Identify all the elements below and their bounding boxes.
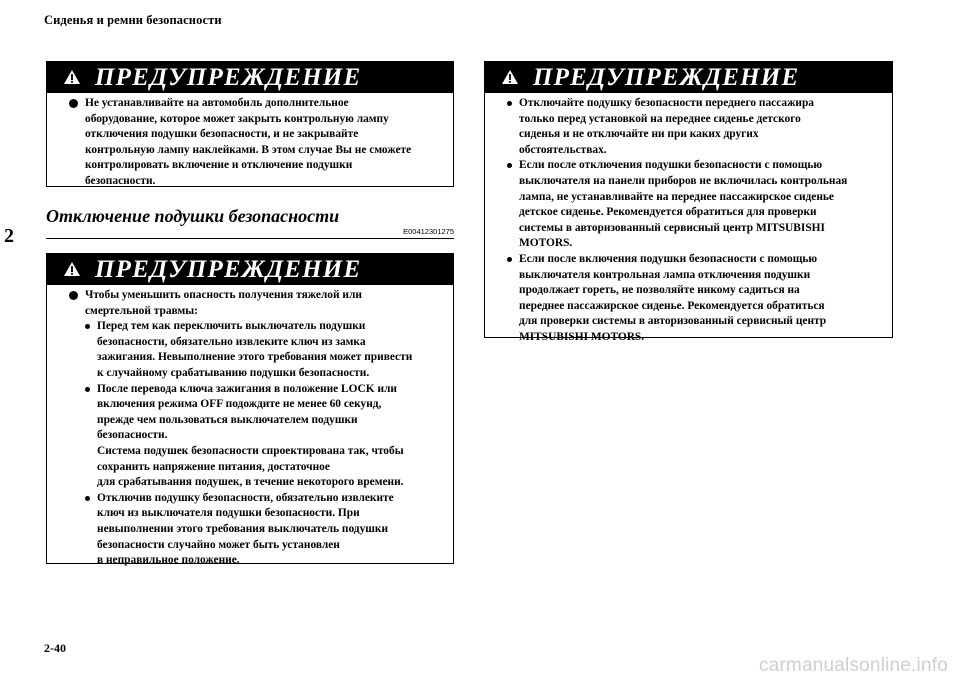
text-line: в неправильное положение. (97, 554, 240, 567)
text-line: лампа, не устанавливайте на переднее пассажирское сиденье (519, 190, 834, 203)
text-line: переднее пассажирское сиденье. Рекомендуется обратиться (519, 299, 825, 312)
text-line: Система подушек безопасности спроектирована так, чтобы (97, 444, 404, 457)
text-line: безопасности. (85, 174, 156, 187)
text-line: сиденья и не отключайте ни при каких других (519, 128, 759, 141)
warning-sub-item (85, 319, 441, 381)
text-line: продолжает гореть, не позволяйте никому садиться на (519, 284, 800, 297)
text-line: После перевода ключа зажигания в положение LOCK или (97, 382, 397, 395)
text-line: Если после отключения подушки безопасности с помощью (519, 159, 823, 172)
text-line: Отключив подушку безопасности, обязательно извлеките (97, 491, 394, 504)
page-header: Сиденья и ремни безопасности (44, 13, 222, 27)
warning-body (47, 285, 453, 575)
text-line: отключения подушки безопасности, и не закрывайте (85, 128, 359, 141)
watermark: carmanualsonline.info (758, 655, 948, 676)
warning-sub-item (507, 252, 880, 346)
warning-sub-item (85, 491, 441, 569)
text-line: к случайному срабатыванию подушки безопасности. (97, 366, 370, 379)
text-line: обстоятельствах. (519, 143, 607, 156)
warning-sub-item (85, 382, 441, 491)
warning-item (69, 288, 441, 569)
warning-body (47, 93, 453, 196)
warning-box-main (46, 253, 454, 567)
text-line: контрольную лампу наклейками. В этом случае Вы не сможете (85, 143, 412, 156)
warning-triangle-icon (63, 69, 81, 85)
section-divider (46, 238, 454, 239)
text-line: для проверки системы в авторизованный сервисный центр (519, 315, 827, 328)
section-code: E00412301275 (403, 227, 454, 236)
warning-title: ПРЕДУПРЕЖДЕНИЕ (95, 64, 362, 91)
warning-triangle-icon (501, 69, 519, 85)
text-line: зажигания. Невыполнение этого требования может привести (97, 351, 413, 364)
text-line: безопасности, обязательно извлеките ключ из замка (97, 335, 366, 348)
text-line: детское сиденье. Рекомендуется обратиться для проверки (519, 206, 817, 219)
text-line: прежде чем пользоваться выключателем подушки (97, 413, 358, 426)
warning-header (47, 254, 453, 285)
text-line: безопасности случайно может быть установлен (97, 538, 340, 551)
text-line: для срабатывания подушек, в течение некоторого времени. (97, 476, 404, 489)
text-line: Чтобы уменьшить опасность получения тяжелой или (85, 289, 362, 301)
text-line: MITSUBISHI MOTORS. (519, 330, 645, 343)
warning-triangle-icon (63, 261, 81, 277)
bullet-icon (507, 101, 512, 106)
text-line: ключ из выключателя подушки безопасности. При (97, 507, 360, 520)
text-line: системы в авторизованный сервисный центр MITSUBISHI (519, 221, 825, 234)
warning-box-top (46, 61, 454, 187)
text-line: Отключайте подушку безопасности переднего пассажира (519, 97, 814, 109)
text-line: выключателя контрольная лампа отключения подушки (519, 268, 811, 281)
text-line: Не устанавливайте на автомобиль дополнительное (85, 97, 349, 109)
warning-header (485, 62, 892, 93)
warning-body (485, 93, 892, 352)
text-line: Перед тем как переключить выключатель подушки (97, 320, 366, 333)
bullet-icon (507, 257, 512, 262)
warning-header (47, 62, 453, 93)
bullet-icon (85, 496, 90, 501)
bullet-icon (85, 387, 90, 392)
section-title: Отключение подушки безопасности (46, 206, 340, 226)
bullet-icon (69, 291, 78, 300)
warning-sub-item (507, 96, 880, 158)
bullet-icon (507, 163, 512, 168)
text-line: MOTORS. (519, 237, 573, 250)
text-line: контролировать включение и отключение подушки (85, 159, 353, 172)
bullet-icon (85, 324, 90, 329)
page-number: 2-40 (44, 641, 66, 655)
text-line: безопасности. (97, 429, 168, 442)
text-line: оборудование, которое может закрыть контрольную лампу (85, 112, 389, 125)
warning-title: ПРЕДУПРЕЖДЕНИЕ (533, 64, 800, 91)
warning-box-right (484, 61, 893, 343)
bullet-icon (69, 99, 78, 108)
text-line: включения режима OFF подождите не менее 60 секунд, (97, 398, 382, 411)
warning-item (69, 96, 441, 190)
chapter-number: 2 (4, 225, 14, 247)
warning-sub-item (507, 158, 880, 252)
text-line: Если после включения подушки безопасности с помощью (519, 252, 818, 265)
text-line: невыполнении этого требования выключатель подушки (97, 522, 389, 535)
text-line: выключателя на панели приборов не включилась контрольная (519, 174, 848, 187)
text-line: только перед установкой на переднее сиденье детского (519, 112, 801, 125)
text-line: смертельной травмы: (85, 304, 198, 317)
warning-title: ПРЕДУПРЕЖДЕНИЕ (95, 256, 362, 283)
text-line: сохранить напряжение питания, достаточное (97, 460, 330, 473)
